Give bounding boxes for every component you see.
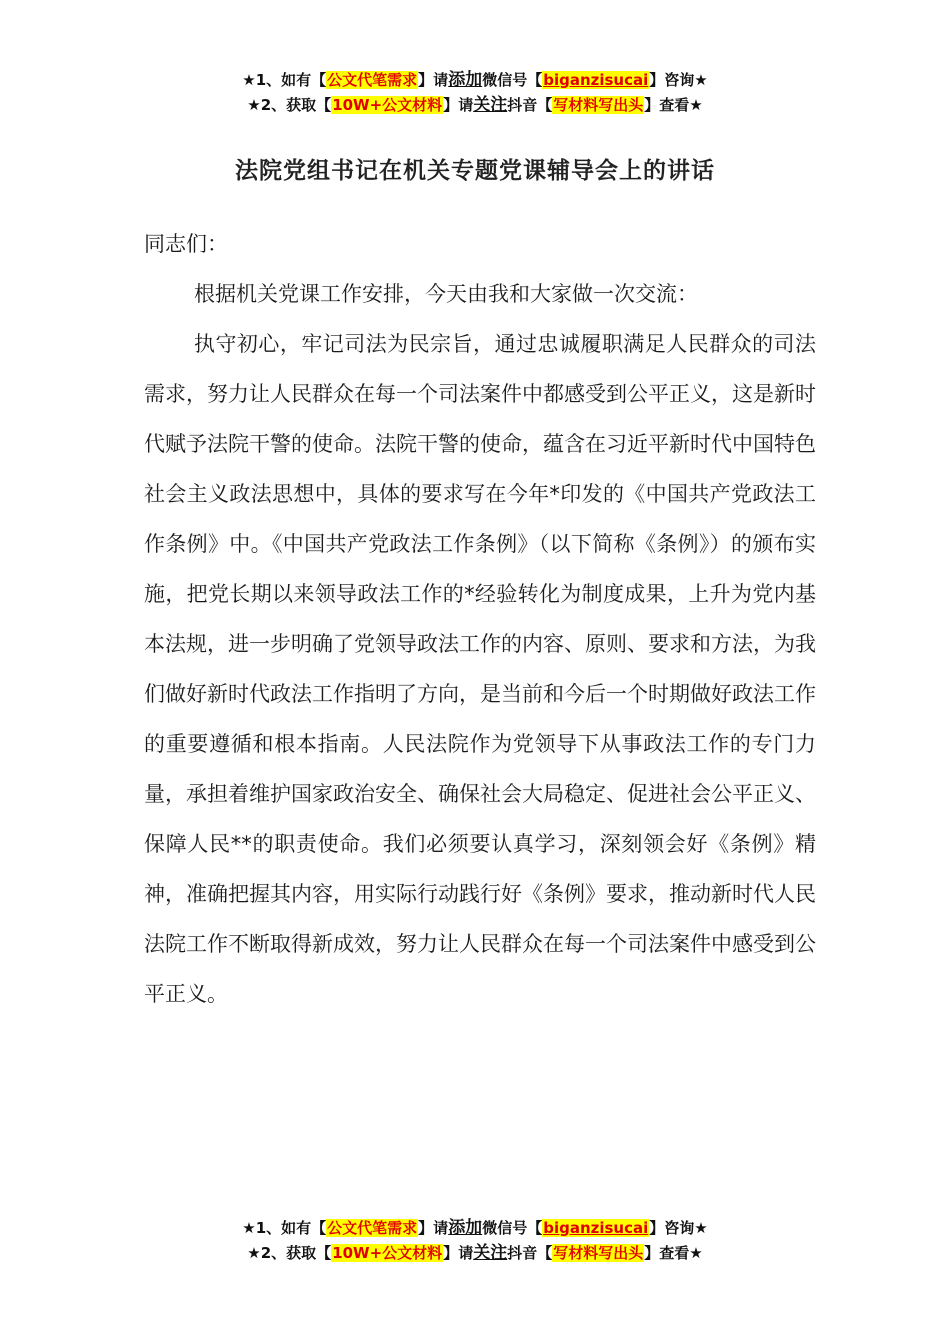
promo-line1-mid1: 】请 <box>418 1219 449 1237</box>
promo-line-1 <box>0 68 950 93</box>
promo-line1-highlight-service: 公文代笔需求 <box>327 71 418 89</box>
promo-line1-mid1: 】请 <box>418 71 449 89</box>
promo-line1-post: 】咨询★ <box>649 1219 708 1237</box>
promo-line2-mid1: 】请 <box>443 1244 474 1262</box>
salutation: 同志们： <box>144 232 228 256</box>
promo-line2-pre: ★2、获取【 <box>247 1244 332 1262</box>
promo-line1-emphasis: 添加 <box>448 1218 483 1238</box>
promo-line1-mid2: 微信号【 <box>482 1219 543 1237</box>
promo-line2-post: 】查看★ <box>644 96 703 114</box>
promo-line1-mid2: 微信号【 <box>482 71 543 89</box>
promo-footer <box>0 1216 950 1266</box>
promo-line2-pre: ★2、获取【 <box>247 96 332 114</box>
promo-line2-mid1: 】请 <box>443 96 474 114</box>
promo-line2-emphasis: 关注 <box>473 95 508 115</box>
promo-line-1 <box>0 1216 950 1241</box>
promo-line1-highlight-wechat: biganzisucai <box>543 71 649 89</box>
promo-line1-emphasis: 添加 <box>448 70 483 90</box>
promo-line2-post: 】查看★ <box>644 1244 703 1262</box>
promo-line1-pre: ★1、如有【 <box>242 71 327 89</box>
promo-line2-mid2: 抖音【 <box>507 1244 553 1262</box>
document-title: 法院党组书记在机关专题党课辅导会上的讲话 <box>235 158 715 184</box>
promo-header <box>0 68 950 118</box>
intro-paragraph: 根据机关党课工作安排，今天由我和大家做一次交流： <box>194 282 698 306</box>
promo-line1-post: 】咨询★ <box>649 71 708 89</box>
promo-line1-pre: ★1、如有【 <box>242 1219 327 1237</box>
promo-line1-highlight-wechat: biganzisucai <box>543 1219 649 1237</box>
main-paragraph: 执守初心，牢记司法为民宗旨，通过忠诚履职满足人民群众的司法需求，努力让人民群众在每一个司法案件中都感受到公平正义，这是新时代赋予法院干警的使命。法院干警的使命，蕴含在习近平新时代中国特色社会主义政法思想中，具体的要求写在今年*印发的《中国共产党政法工作条例》中。《中国共产党政法工作条例》（以下简称《条例》）的颁布实施，把党长期以来领导政法工作的*经验转化为制度成果，上升为党内基本法规，进一步明确了党领导政法工作的内容、原则、要求和方法，为我们做好新时代政法工作指明了方向，是当前和今后一个时期做好政法工作的重要遵循和根本指南。人民法院作为党领导下从事政法工作的专门力量，承担着维护国家政治安全、确保社会大局稳定、促进社会公平正义、保障人民**的职责使命。我们必须要认真学习，深刻领会好《条例》精神，准确把握其内容，用实际行动践行好《条例》要求，推动新时代人民法院工作不断取得新成效，努力让人民群众在每一个司法案件中感受到公平正义。 <box>144 332 816 1006</box>
promo-line1-highlight-service: 公文代笔需求 <box>327 1219 418 1237</box>
promo-line2-highlight-materials: 10W+公文材料 <box>332 1244 443 1262</box>
promo-line-2 <box>0 1241 950 1266</box>
document-body <box>144 219 816 1019</box>
promo-line2-emphasis: 关注 <box>473 1243 508 1263</box>
promo-line2-highlight-douyin: 写材料写出头 <box>553 1244 644 1262</box>
promo-line2-mid2: 抖音【 <box>507 96 553 114</box>
promo-line-2 <box>0 93 950 118</box>
promo-line2-highlight-materials: 10W+公文材料 <box>332 96 443 114</box>
promo-line2-highlight-douyin: 写材料写出头 <box>553 96 644 114</box>
